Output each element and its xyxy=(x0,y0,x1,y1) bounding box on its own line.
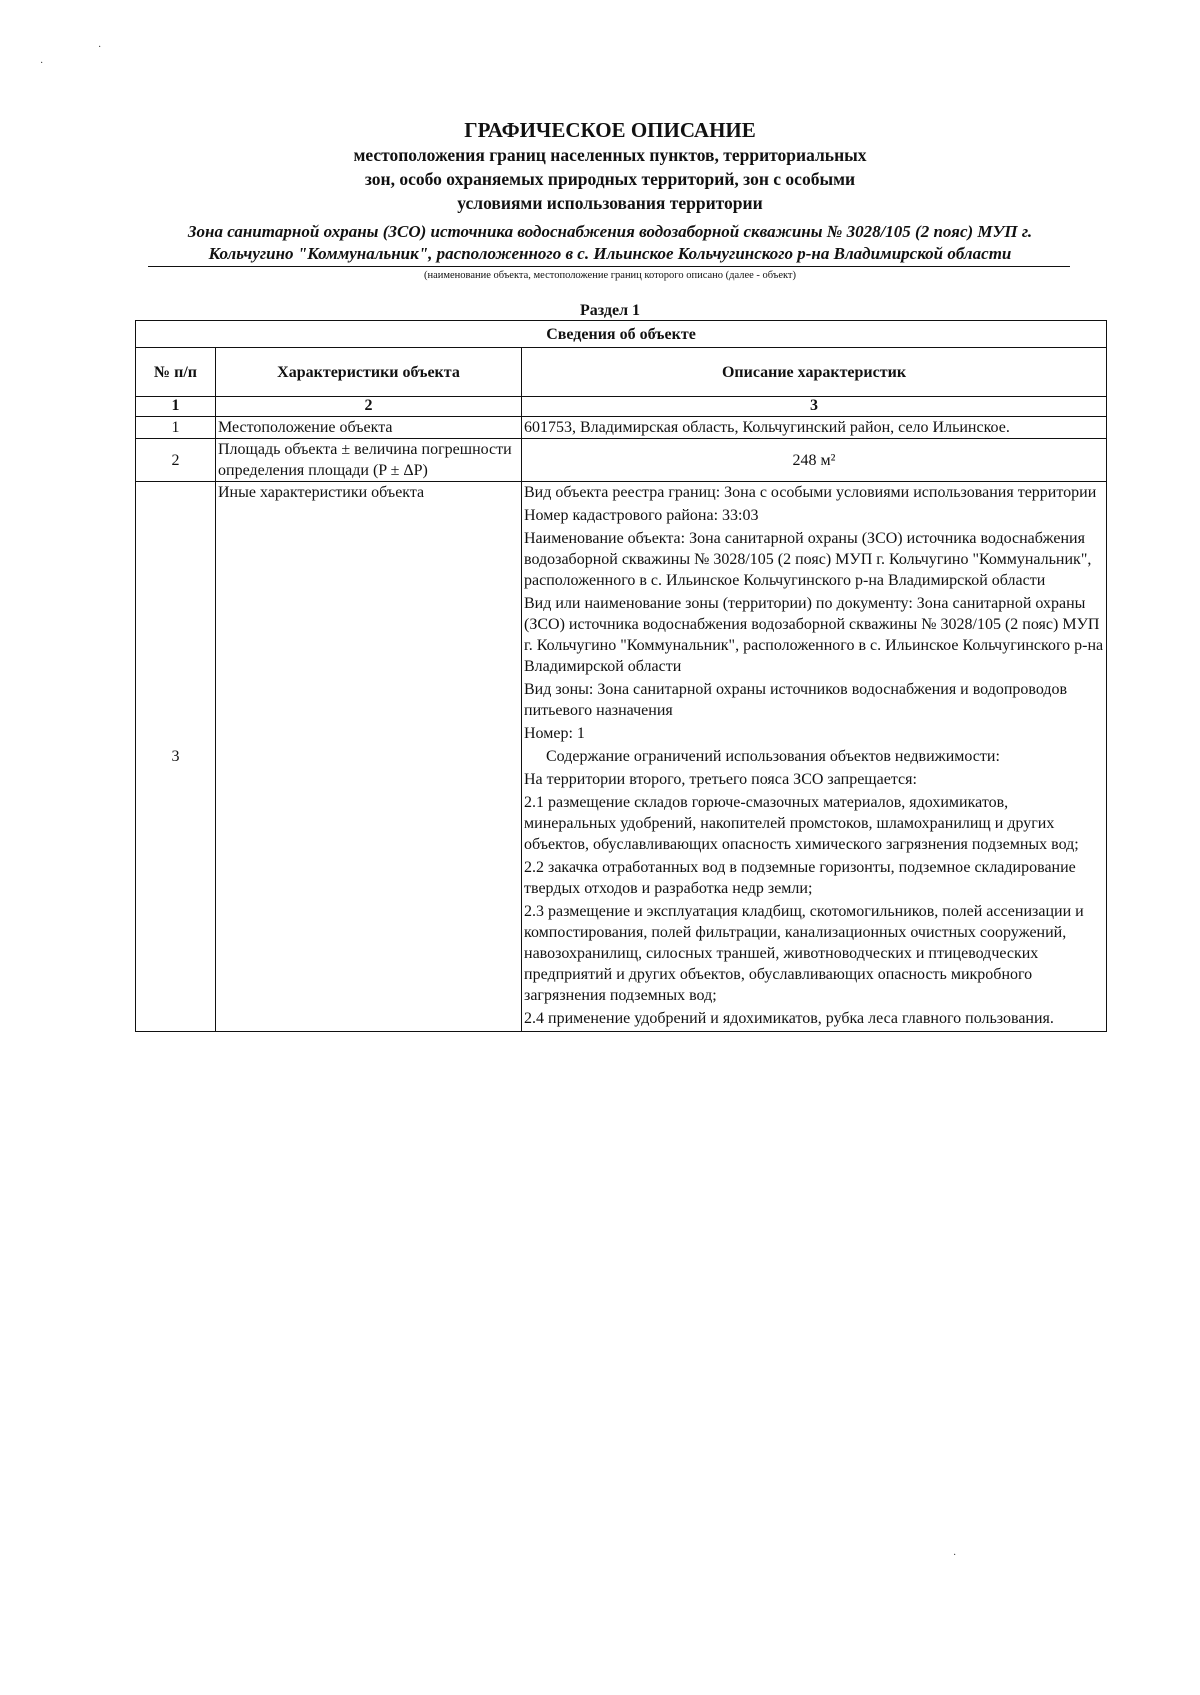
description-paragraph: Номер: 1 xyxy=(524,725,585,742)
column-header-description: Описание характеристик xyxy=(522,348,1107,397)
document-title: ГРАФИЧЕСКОЕ ОПИСАНИЕ xyxy=(464,118,756,142)
column-number: 3 xyxy=(522,397,1107,417)
column-header-number: № п/п xyxy=(136,348,216,397)
table-row xyxy=(136,439,1107,482)
column-number: 1 xyxy=(136,397,216,417)
table-row xyxy=(136,417,1107,439)
description-paragraph: 2.2 закачка отработанных вод в подземные горизонты, подземное складирование твердых отходов и разработка недр земли; xyxy=(524,859,1076,897)
subtitle-line: зон, особо охраняемых природных территорий, зон с особыми xyxy=(364,169,856,189)
description-paragraph: Номер кадастрового района: 33:03 xyxy=(524,507,759,524)
object-info-table xyxy=(135,320,1107,1032)
description-paragraph: 2.1 размещение складов горюче-смазочных материалов, ядохимикатов, минеральных удобрений, накопителей промстоков, шламохранилищ и других объектов, обуславливающих опасность химического загрязнения подземных вод; xyxy=(524,794,1079,853)
description-paragraph: Вид зоны: Зона санитарной охраны источников водоснабжения и водопроводов питьевого назначения xyxy=(524,681,1068,719)
table-row xyxy=(136,482,1107,1032)
description-paragraph: 2.4 применение удобрений и ядохимикатов, рубка леса главного пользования. xyxy=(524,1010,1054,1027)
object-name-line: Зона санитарной охраны (ЗСО) источника водоснабжения водозаборной скважины № 3028/105 (2 пояс) МУП г. xyxy=(187,222,1033,241)
row-characteristic: Местоположение объекта xyxy=(216,417,522,439)
description-paragraph: Наименование объекта: Зона санитарной охраны (ЗСО) источника водоснабжения водозаборной скважины № 3028/105 (2 пояс) МУП г. Кольчугино "Коммунальник", расположенного в с. Ильинское Кольчугинского р-на Владимирской области xyxy=(524,530,1092,589)
row-characteristic: Иные характеристики объекта xyxy=(216,482,522,1032)
subtitle-line: местоположения границ населенных пунктов, территориальных xyxy=(353,145,867,165)
row-description xyxy=(522,482,1107,1032)
row-characteristic: Площадь объекта ± величина погрешности определения площади (P ± ΔP) xyxy=(216,439,522,482)
underline-rule xyxy=(148,266,1070,267)
object-name xyxy=(135,221,1085,265)
description-paragraph: Вид объекта реестра границ: Зона с особыми условиями использования территории xyxy=(524,484,1097,501)
object-caption: (наименование объекта, местоположение границ которого описано (далее - объект) xyxy=(423,270,797,281)
row-number: 1 xyxy=(136,417,216,439)
column-number: 2 xyxy=(216,397,522,417)
table-title: Сведения об объекте xyxy=(136,321,1107,348)
section-title: Раздел 1 xyxy=(579,302,641,319)
column-header-characteristic: Характеристики объекта xyxy=(216,348,522,397)
description-paragraph: На территории второго, третьего пояса ЗСО запрещается: xyxy=(524,771,917,788)
description-paragraph: Вид или наименование зоны (территории) по документу: Зона санитарной охраны (ЗСО) источника водоснабжения водозаборной скважины № 3028/105 (2 пояс) МУП г. Кольчугино "Коммунальник", расположенного в с. Ильинское Кольчугинского р-на Владимирской области xyxy=(524,595,1104,675)
object-name-line: Кольчугино "Коммунальник", расположенного в с. Ильинское Кольчугинского р-на Владимирской области xyxy=(208,244,1012,263)
scan-speck: · xyxy=(40,58,44,69)
subtitle-line: условиями использования территории xyxy=(457,193,763,213)
row-number: 2 xyxy=(136,439,216,482)
scan-speck: · xyxy=(953,1550,957,1561)
document-header xyxy=(135,117,1085,265)
row-number: 3 xyxy=(136,482,216,1032)
scan-speck: · xyxy=(98,42,102,53)
description-paragraph: Содержание ограничений использования объектов недвижимости: xyxy=(546,748,1000,765)
row-value: 601753, Владимирская область, Кольчугинский район, село Ильинское. xyxy=(522,417,1107,439)
description-paragraph: 2.3 размещение и эксплуатация кладбищ, скотомогильников, полей ассенизации и компостирования, полей фильтрации, канализационных очистных сооружений, навозохранилищ, силосных траншей, животноводческих и птицеводческих предприятий и других объектов, обуславливающих опасность микробного загрязнения подземных вод; xyxy=(524,903,1084,1004)
row-value: 248 м² xyxy=(522,439,1107,482)
